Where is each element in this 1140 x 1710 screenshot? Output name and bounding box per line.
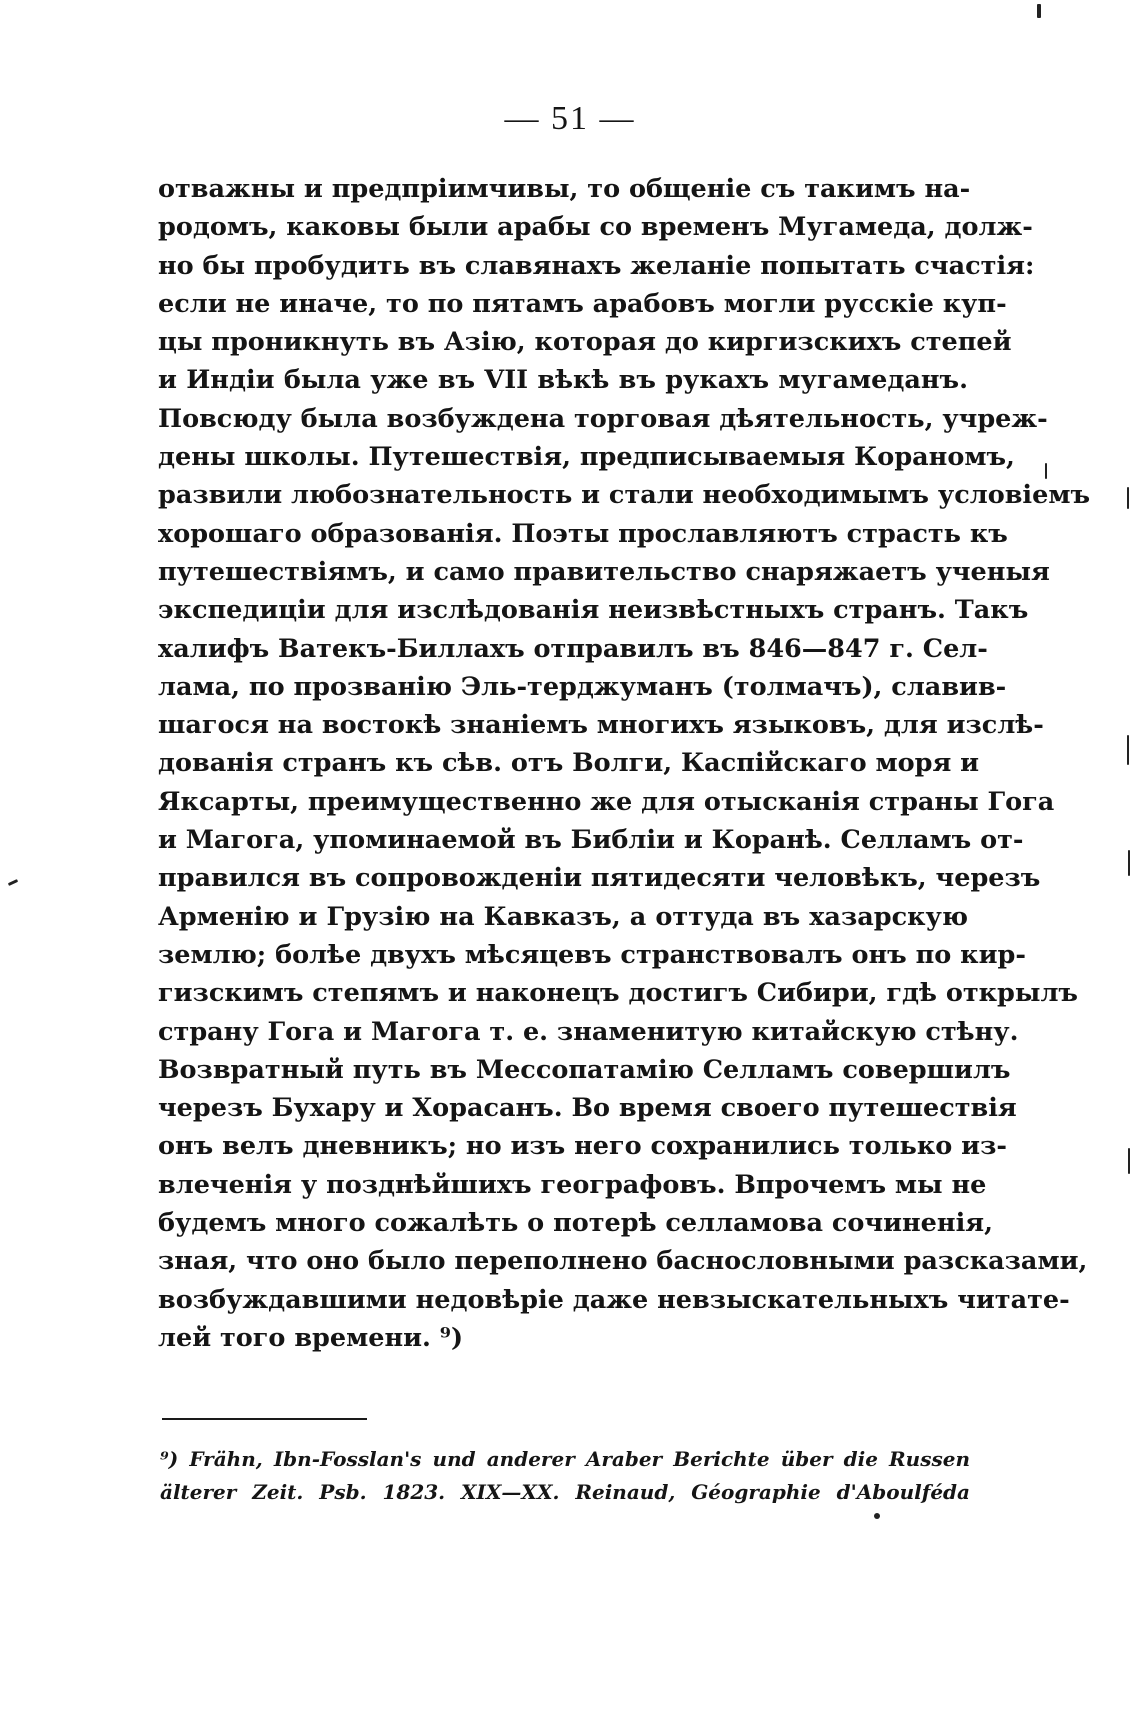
- text-line: хорошаго образованія. Поэты прославляютъ страсть къ: [158, 518, 1008, 549]
- text-line: развили любознательность и стали необходимымъ условіемъ: [158, 480, 1091, 511]
- text-line: и Магога, упоминаемой въ Библіи и Коранѣ. Селламъ от-: [158, 825, 1024, 856]
- text-line: Повсюду была возбуждена торговая дѣятельность, учреж-: [158, 403, 1048, 434]
- scan-speck: [1037, 4, 1041, 18]
- body-text: [158, 170, 1091, 1357]
- scan-speck: [1128, 850, 1130, 876]
- text-line: Арменію и Грузію на Кавказъ, а оттуда въ хазарскую: [158, 901, 968, 932]
- text-line: лама, по прозванію Эль-терджуманъ (толмачъ), славив-: [158, 671, 1007, 702]
- text-line: отважны и предпріимчивы, то общеніе съ такимъ на-: [158, 174, 971, 204]
- text-line: влеченія у позднѣйшихъ географовъ. Впрочемъ мы не: [158, 1169, 987, 1200]
- page-number: — 51 —: [504, 100, 636, 137]
- text-line: цы проникнуть въ Азію, которая до киргизскихъ степей: [158, 327, 1012, 358]
- scan-speck: [8, 879, 18, 886]
- scan-speck: [874, 1513, 880, 1519]
- footnote-line: ⁹) Frähn, Ibn-Fosslan's und anderer Araber Berichte über die Russen: [160, 1447, 970, 1471]
- text-line: экспедиціи для изслѣдованія неизвѣстныхъ странъ. Такъ: [158, 595, 1029, 626]
- text-line: Возвратный путь въ Мессопатамію Селламъ совершилъ: [158, 1054, 1011, 1085]
- text-line: черезъ Бухару и Хорасанъ. Во время своего путешествія: [158, 1093, 1017, 1124]
- text-line: если не иначе, то по пятамъ арабовъ могли русскіе куп-: [158, 288, 1007, 319]
- text-line: онъ велъ дневникъ; но изъ него сохранились только из-: [158, 1131, 1007, 1162]
- text-line: дены школы. Путешествія, предписываемыя Кораномъ,: [158, 442, 1015, 473]
- text-line: правился въ сопровожденіи пятидесяти человѣкъ, черезъ: [158, 863, 1041, 894]
- footnote: [160, 1443, 970, 1509]
- footnote-divider: [162, 1418, 367, 1420]
- text-line: халифъ Ватекъ-Биллахъ отправилъ въ 846—847 г. Сел-: [158, 633, 988, 664]
- footnote-line: älterer Zeit. Psb. 1823. XIX—XX. Reinaud, Géographie d'Aboulféda: [160, 1480, 970, 1504]
- text-line: зная, что оно было переполнено баснословными разсказами,: [158, 1246, 1088, 1277]
- text-line: и Индіи была уже въ VII вѣкѣ въ рукахъ мугамеданъ.: [158, 365, 968, 396]
- text-line: дованія странъ къ сѣв. отъ Волги, Каспійскаго моря и: [158, 748, 980, 779]
- scan-speck: [1045, 463, 1047, 479]
- text-line: родомъ, каковы были арабы со временъ Мугамеда, долж-: [158, 212, 1033, 243]
- scan-speck: [1127, 487, 1129, 509]
- text-line: будемъ много сожалѣть о потерѣ селламова сочиненія,: [158, 1208, 993, 1239]
- text-line: возбуждавшими недовѣріе даже невзыскательныхъ читате-: [158, 1284, 1070, 1315]
- text-line: землю; болѣе двухъ мѣсяцевъ странствовалъ онъ по кир-: [158, 939, 1026, 970]
- text-line: Яксарты, преимущественно же для отысканія страны Гога: [158, 786, 1055, 817]
- text-line: но бы пробудить въ славянахъ желаніе попытать счастія:: [158, 250, 1035, 281]
- text-line: путешествіямъ, и само правительство снаряжаетъ ученыя: [158, 556, 1050, 587]
- text-line: страну Гога и Магога т. е. знаменитую китайскую стѣну.: [158, 1016, 1019, 1047]
- text-line: шагося на востокѣ знаніемъ многихъ языковъ, для изслѣ-: [158, 710, 1044, 741]
- text-line-last: лей того времени. ⁹): [158, 1322, 464, 1353]
- text-line: гизскимъ степямъ и наконецъ достигъ Сибири, гдѣ открылъ: [158, 978, 1078, 1009]
- scan-speck: [1128, 1148, 1130, 1174]
- scan-speck: [1127, 735, 1129, 765]
